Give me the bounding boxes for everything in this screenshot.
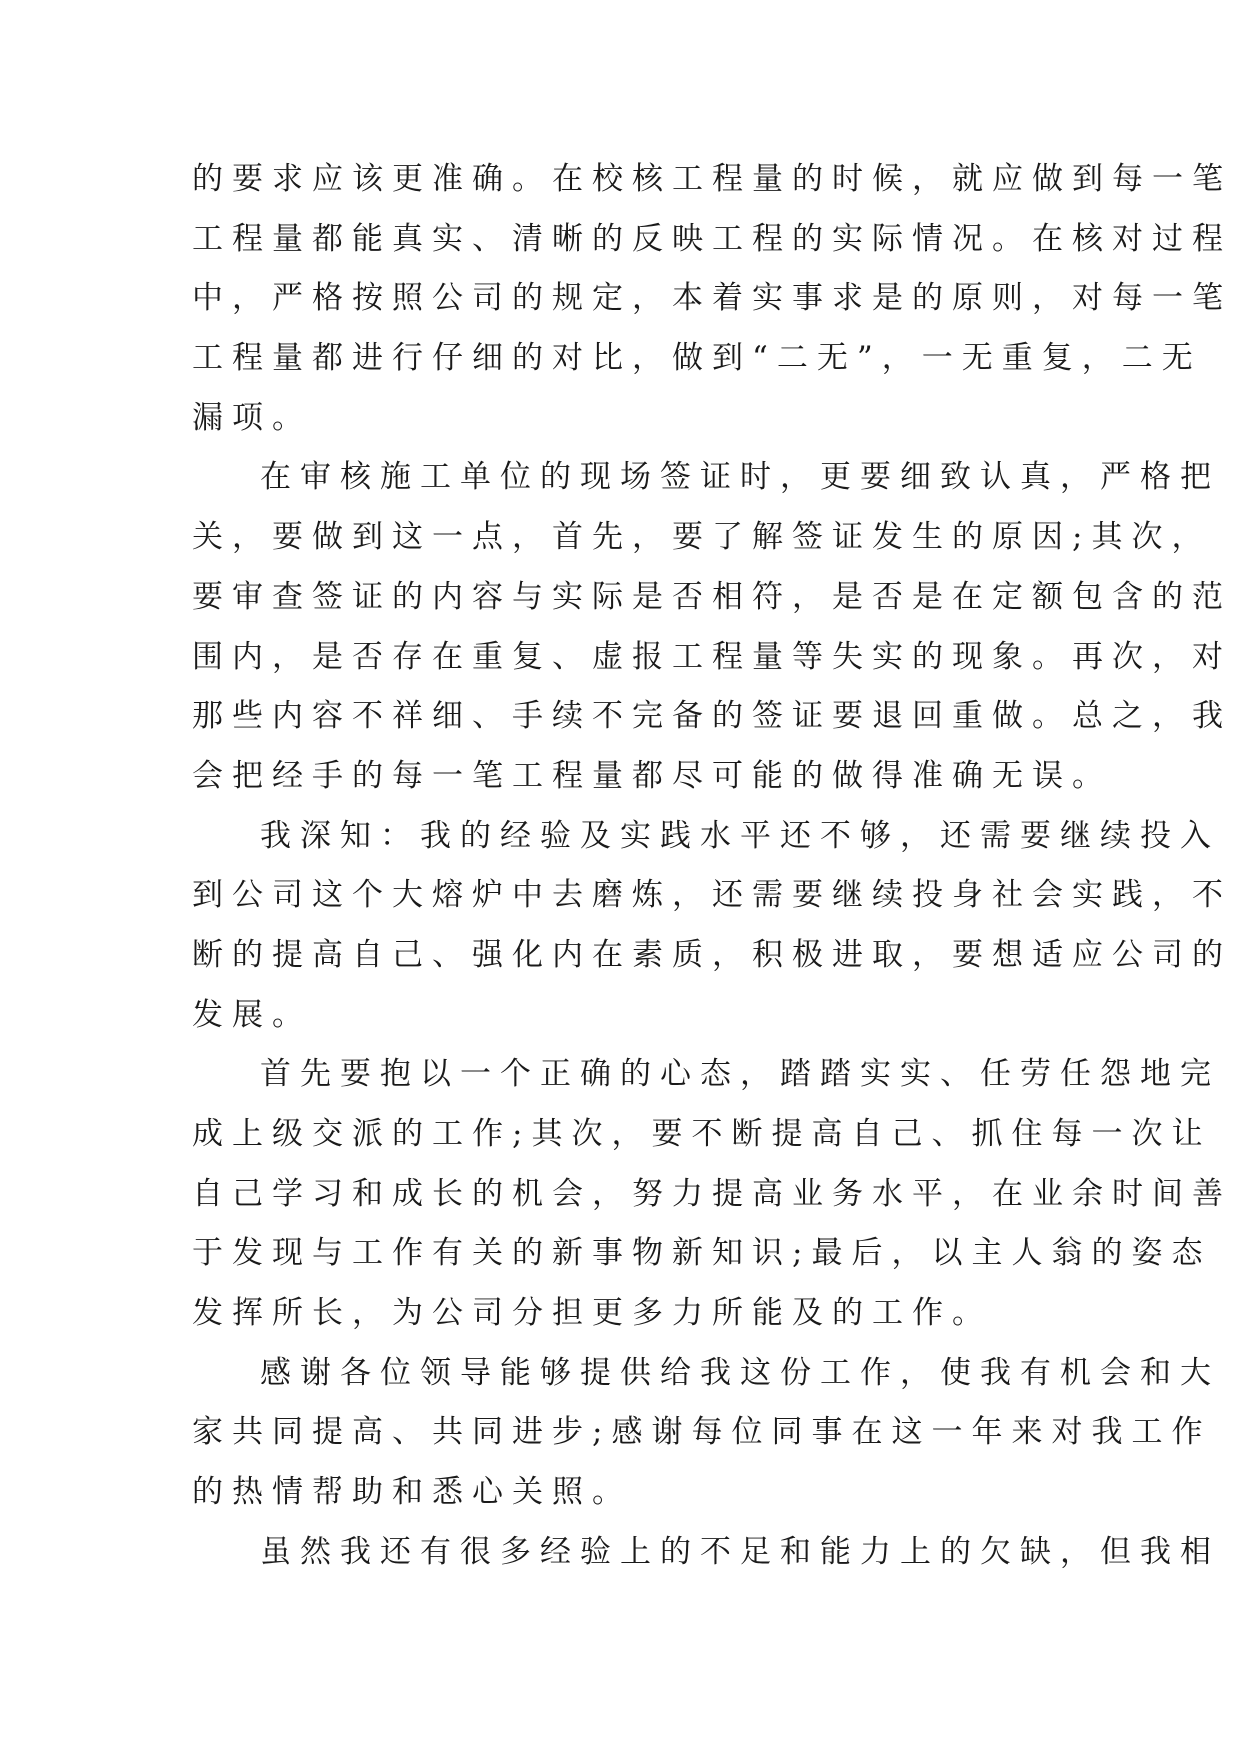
paragraph-first-line: 在审核施工单位的现场签证时，更要细致认真，严格把 bbox=[260, 459, 1220, 496]
text-line: 关，要做到这一点，首先，要了解签证发生的原因;其次， bbox=[192, 519, 1212, 556]
text-line: 发挥所长，为公司分担更多力所能及的工作。 bbox=[192, 1295, 992, 1332]
text-line: 那些内容不祥细、手续不完备的签证要退回重做。总之，我 bbox=[192, 698, 1232, 735]
text-line: 要审查签证的内容与实际是否相符，是否是在定额包含的范 bbox=[192, 578, 1232, 615]
text-line: 发展。 bbox=[192, 996, 312, 1033]
text-line: 围内，是否存在重复、虚报工程量等失实的现象。再次，对 bbox=[192, 638, 1232, 675]
text-line: 工程量都进行仔细的对比，做到“二无”，一无重复，二无 bbox=[192, 340, 1202, 377]
text-line: 于发现与工作有关的新事物新知识;最后，以主人翁的姿态 bbox=[192, 1235, 1212, 1272]
text-line: 自己学习和成长的机会，努力提高业务水平，在业余时间善 bbox=[192, 1175, 1232, 1212]
text-line: 漏项。 bbox=[192, 399, 312, 436]
paragraph-first-line: 虽然我还有很多经验上的不足和能力上的欠缺，但我相 bbox=[260, 1533, 1220, 1570]
text-line: 成上级交派的工作;其次，要不断提高自己、抓住每一次让 bbox=[192, 1116, 1212, 1152]
paragraph-first-line: 首先要抱以一个正确的心态，踏踏实实、任劳任怨地完 bbox=[260, 1056, 1220, 1093]
text-line: 中，严格按照公司的规定，本着实事求是的原则，对每一笔 bbox=[192, 280, 1232, 317]
text-line: 会把经手的每一笔工程量都尽可能的做得准确无误。 bbox=[192, 757, 1112, 794]
text-line: 的要求应该更准确。在校核工程量的时候，就应做到每一笔 bbox=[192, 161, 1232, 197]
document-body bbox=[192, 150, 1232, 1583]
paragraph-first-line: 感谢各位领导能够提供给我这份工作，使我有机会和大 bbox=[260, 1354, 1220, 1391]
text-line: 到公司这个大熔炉中去磨炼，还需要继续投身社会实践，不 bbox=[192, 877, 1232, 914]
text-line: 家共同提高、共同进步;感谢每位同事在这一年来对我工作 bbox=[192, 1414, 1212, 1451]
text-line: 的热情帮助和悉心关照。 bbox=[192, 1474, 632, 1511]
text-line: 工程量都能真实、清晰的反映工程的实际情况。在核对过程 bbox=[192, 220, 1232, 257]
paragraph-first-line: 我深知：我的经验及实践水平还不够，还需要继续投入 bbox=[260, 817, 1220, 854]
text-line: 断的提高自己、强化内在素质，积极进取，要想适应公司的 bbox=[192, 936, 1232, 973]
